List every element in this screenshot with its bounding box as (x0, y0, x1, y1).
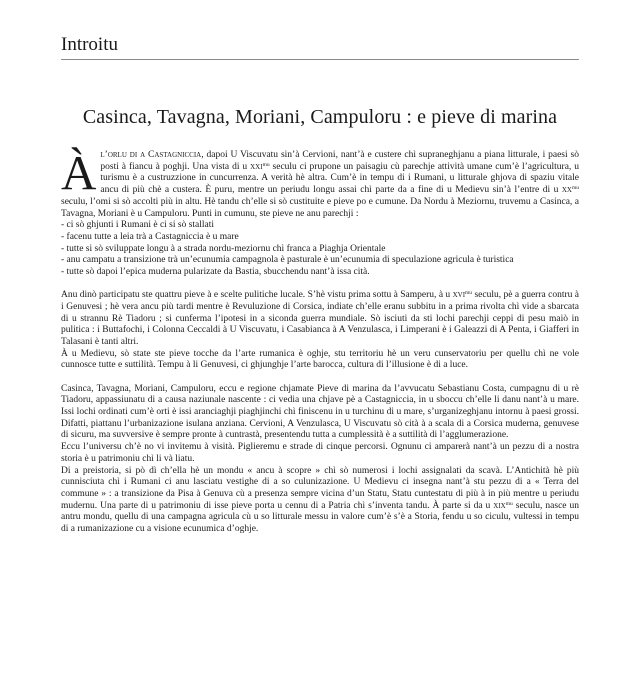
intro-text-3: seculu, l’omi si sò accolti più in altu. Hè tandu ch’elle si sò custituite e pieve po e cumune. Da Nordu à Meziornu, truvemu a Casinca, a Tavagna, Moriani è u Campuloru. Punti in cumunu, ste pieve ne anu parechji : (61, 196, 579, 219)
body-text (61, 145, 579, 536)
paragraph-art: À u Medievu, sò state ste pieve tocche da l’arte rumanica è oghje, stu territoriu hè un veru cunservatoriu per quellu chì ne vole cunnosce tutte e suttilità. Tempu à li Genuvesi, ci ghjunghje l’arte barocca, cultura di l’illusione è di a luce. (61, 348, 579, 371)
century-superscript: mu (262, 161, 270, 168)
intro-paragraph (61, 145, 579, 220)
list-item: - ci sò ghjunti i Rumani è ci si sò stallati (61, 220, 215, 231)
paragraph-politics (61, 290, 579, 349)
century-superscript: mu (505, 500, 513, 507)
century-numeral: xx (561, 185, 572, 196)
page-title: Casinca, Tavagna, Moriani, Campuloru : e pieve di marina (82, 106, 558, 128)
century-numeral: xvi (452, 290, 466, 301)
drop-cap: À (61, 145, 97, 200)
list-item: - anu campatu a transizione trà un’ecunumia campagnola è pasturale è un’ecunumia di speculazione agricula è turistica (61, 255, 514, 266)
century-superscript: mu (571, 185, 579, 192)
intro-text: , dapoi U Viscuvatu sin’à Cervioni, nant’à e custere chì supraneghjanu a piana litturale, i paesi sò posti à fiancu à poghji. Una vista di u (100, 150, 579, 172)
century-superscript: mu (465, 290, 473, 297)
pieve-list (61, 220, 579, 279)
list-item: - tutte sò dapoi l’epica muderna pularizate da Bastia, sbucchendu nant’à issa cità. (61, 267, 370, 278)
list-item: - tutte si sò sviluppate longu à a strada nordu-meziornu chì franca a Piaghja Orientale (61, 243, 386, 254)
page (61, 34, 579, 536)
paragraph-text: seculu, pè a guerra contru à i Genuvesi ; hè vera ancu più tardi mentre è Revuluzione di Corsica, indiate ch’elle eranu subbitu in a prima rivolta chì vide a sbarcata di u strannu Rè Tiadoru ; si cunferma l’ipotesi in a siconda guerra mundiale. Sò isciuti da sti lochi parechji ceppi di pesu maiò in pulitica : i Buttafochi, i Colonna Ceccaldi à U Viscuvatu, i Casabianca à A Venzulasca, i Limperani è i Galeazzi di A Penta, i Giafferi in Talasani è tanti altri. (61, 290, 579, 348)
paragraph-text: seculu, nasce un antru mondu, quellu di una campagna agricula cù u so litturale messu in valore cum’è s’è a Storia, fendu u so ciculu, vultessi in tempu di a rumanizazione cu a visione ecunumica d’oghje. (61, 500, 579, 535)
intro-text-2: seculu ci prupone un paisagiu cù parechje attività umane cum’è l’agricultura, u turismu è a custruzzione in cuncurrenza. A verità hè altra. Cum’è in tempu di i Rumani, u litturale ghjova di spaziu vitale ancu di più chè a custera. È puru, mentre un periudu longu assai chì parte da a fine di u Medievu sin’à l’entre di u (100, 161, 579, 196)
intro-lead: l’orlu di a Castagniccia (100, 150, 202, 160)
century-numeral: xxi (250, 161, 263, 172)
paragraph-text: Anu dinò participatu ste quattru pieve à e scelte pulitiche lucale. S’hè vistu prima sottu à Samperu, à u (61, 290, 453, 301)
paragraph-history (61, 466, 579, 536)
century-numeral: xix (493, 500, 506, 511)
section-header: Introitu (61, 34, 579, 60)
paragraph-invitation: Eccu l’universu ch’è no vi invitemu à visità. Piglieremu e strade di cinque percorsi. Ognunu ci amparerà nant’à un pezzu di a nostra storia è u patrimoniu chì li và liatu. (61, 442, 579, 464)
paragraph-pieve-marina: Casinca, Tavagna, Moriani, Campuloru, eccu e regione chjamate Pieve di marina da l’avvucatu Sebastianu Costa, cumpagnu di u rè Tiadoru, appassiunatu di a causa naziunale nascente : ci vedia una chjave pè a Castagniccia, in u sboccu ch’elle li danu nant’à u mare. Issi lochi ordinati cum’è orti è issi aranciaghji piaghjinchi chì finiscenu in u turchinu di u mare, s’urganizeghjanu intornu à paesi grossi. Difatti, piattanu l’urbanizazione isulana anziana. Cervioni, A Venzulasca, U Viscuvatu sò cità à a scala di a Corsica muderna, genuvese di sicuru, ma suvversive è sempre pronte à cuntrastà, presentendu tutta a cumplessità è a suttilità di l’agglumerazione. (61, 383, 579, 441)
list-item: - facenu tutte a leia trà a Castagniccia è u mare (61, 231, 239, 242)
paragraph-text: Di a preistoria, si pò dì ch’ella hè un mondu « ancu à scopre » chì sò numerosi i lochi assignalati da scavà. L’Antichità hè più cunnisciuta chì i Rumani ci anu lasciatu vestighe di a so culunizazione. U Medievu ci insegna nant’à stu pezzu di a « Terra del commune » : a transizione da Pisa à Genuva cù a presenza sempre vicina d’un Statu, Statu cuntestatu di più à in più mentre u periudu mudernu. Una parte di u patrimoniu di isse pieve porta u cennu di a Patria chì s’inventa tandu. À parte si da u (61, 465, 579, 511)
